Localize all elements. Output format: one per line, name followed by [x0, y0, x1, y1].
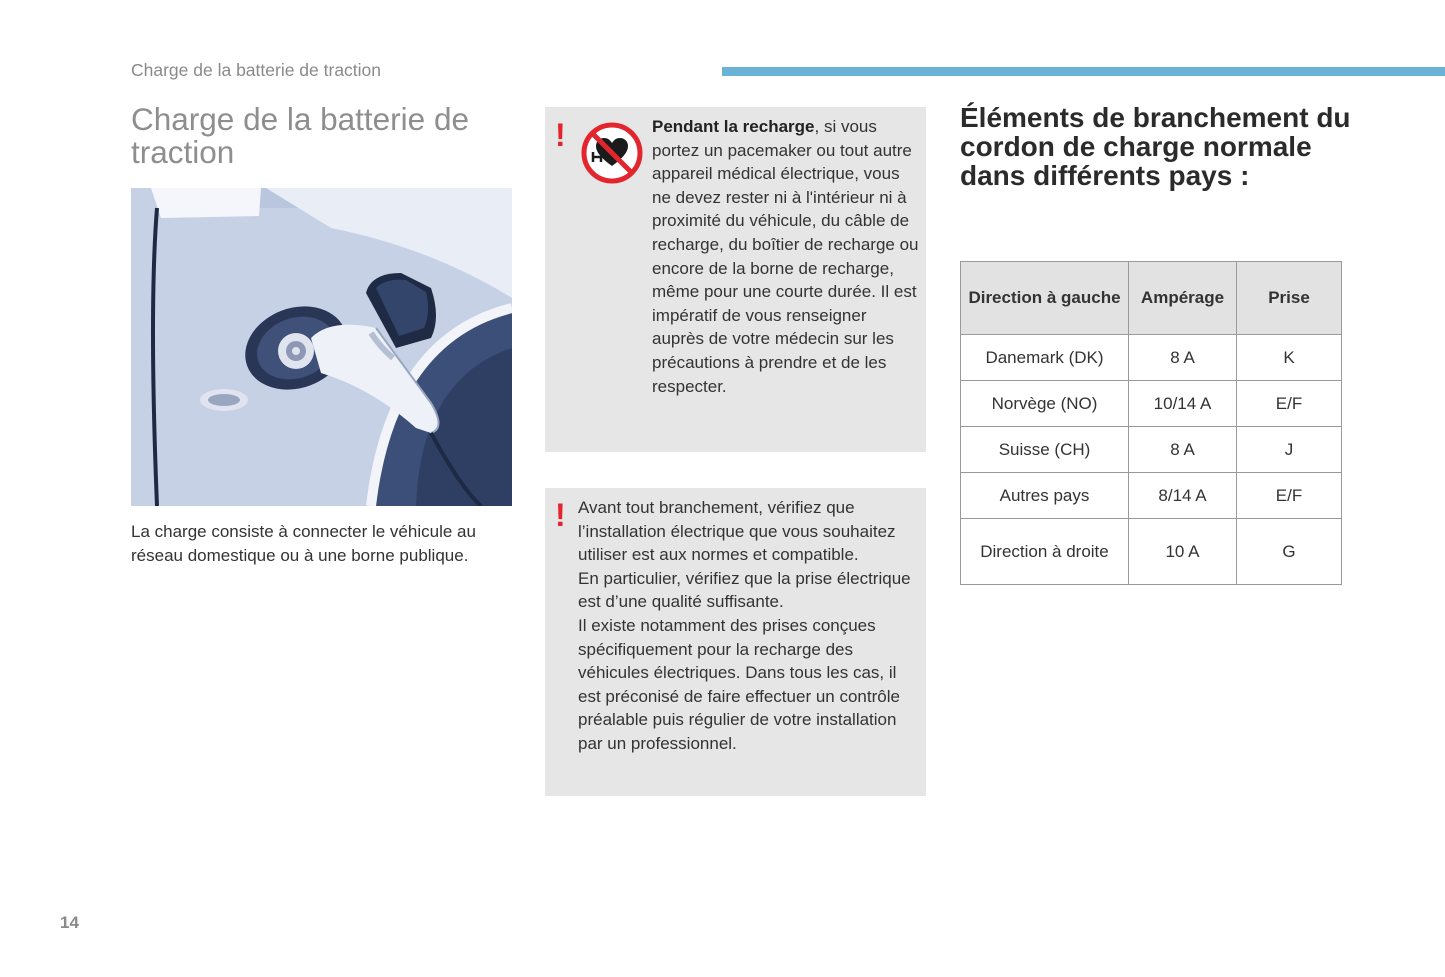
table-cell: 8 A	[1129, 335, 1237, 381]
installation-warning-text	[578, 496, 923, 756]
table-cell: 10/14 A	[1129, 381, 1237, 427]
pacemaker-warning-text	[652, 115, 920, 398]
table-cell: E/F	[1237, 473, 1342, 519]
page-title: Charge de la batterie de traction	[131, 101, 469, 170]
warning-paragraph: Avant tout branchement, vérifiez que l’installation électrique que vous souhaitez utiliser est aux normes et compatible.	[578, 498, 896, 565]
image-caption: La charge consiste à connecter le véhicule au réseau domestique ou à une borne publique.	[131, 522, 476, 565]
column-header: Prise	[1237, 262, 1342, 335]
warning-paragraph: En particulier, vérifiez que la prise électrique est d’une qualité suffisante.	[578, 568, 911, 612]
warning-paragraph: Il existe notamment des prises conçues spécifiquement pour la recharge des véhicules électriques. Dans tous les cas, il est préconisé de faire effectuer un contrôle préalable puis régulier de votre installation par un professionnel.	[578, 615, 900, 753]
pacemaker-warning-box	[545, 107, 926, 452]
page-number: 14	[60, 913, 79, 932]
no-pacemaker-icon	[581, 122, 643, 184]
table-cell: K	[1237, 335, 1342, 381]
table-cell: Direction à droite	[961, 519, 1129, 585]
table-cell: 8/14 A	[1129, 473, 1237, 519]
table-cell: 10 A	[1129, 519, 1237, 585]
table-row	[961, 427, 1342, 473]
country-connection-table	[960, 261, 1342, 585]
exclamation-icon: !	[555, 117, 566, 153]
warning-body: , si vous portez un pacemaker ou tout autre appareil médical électrique, vous ne devez rester ni à l'intérieur ni à proximité du véhicule, du câble de recharge, du boîtier de recharge ou encore de la borne de recharge, même pour une courte durée. Il est impératif de vous renseigner auprès de votre médecin sur les précautions à prendre et de les respecter.	[652, 117, 919, 396]
table-row	[961, 473, 1342, 519]
table-cell: 8 A	[1129, 427, 1237, 473]
table-row	[961, 381, 1342, 427]
header-accent-rule	[722, 67, 1445, 76]
table-cell: Danemark (DK)	[961, 335, 1129, 381]
column-header: Ampérage	[1129, 262, 1237, 335]
table-cell: J	[1237, 427, 1342, 473]
table-cell: G	[1237, 519, 1342, 585]
warning-bold-lead: Pendant la recharge	[652, 117, 815, 136]
running-head: Charge de la batterie de traction	[131, 60, 382, 80]
table-cell: Norvège (NO)	[961, 381, 1129, 427]
table-cell: Suisse (CH)	[961, 427, 1129, 473]
table-cell: Autres pays	[961, 473, 1129, 519]
table-header-row	[961, 262, 1342, 335]
table-row	[961, 335, 1342, 381]
table-row	[961, 519, 1342, 585]
installation-warning-box	[545, 488, 926, 796]
column-header: Direction à gauche	[961, 262, 1129, 335]
charging-port-illustration	[131, 188, 512, 506]
section-title: Éléments de branchement du cordon de charge normale dans différents pays :	[960, 102, 1351, 191]
exclamation-icon: !	[555, 497, 566, 533]
table-cell: E/F	[1237, 381, 1342, 427]
